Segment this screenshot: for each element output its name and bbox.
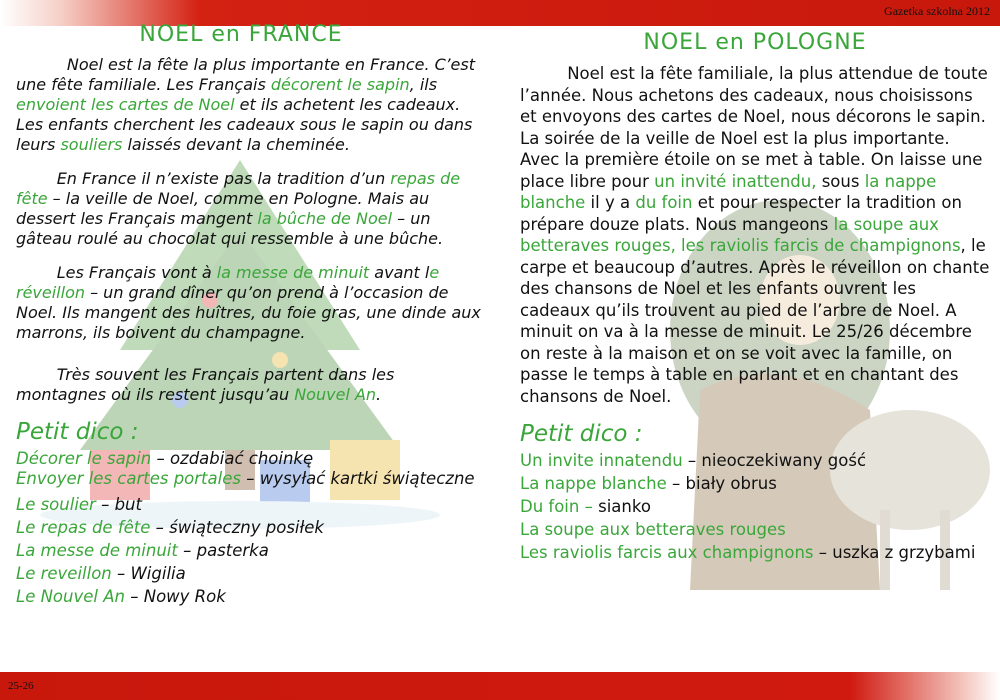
france-paragraph-4 — [16, 365, 486, 405]
france-dico-list — [16, 447, 486, 608]
text: Très souvent les Français partent dans les montagnes où ils restent jusqu’au — [16, 365, 395, 404]
text: et ils achetent les cadeaux. Les enfants cherchent les cadeaux sous le sapin ou dans leurs — [16, 95, 473, 154]
dico-entry — [16, 516, 486, 539]
dico-translation: sianko — [592, 497, 651, 516]
dico-translation: – uszka z grzybami — [813, 543, 976, 562]
dico-entry — [520, 449, 990, 472]
pologne-dico-list — [520, 449, 990, 564]
text: avant l — [369, 263, 430, 282]
dico-term: La nappe blanche — [520, 474, 667, 493]
dico-entry — [16, 470, 486, 487]
dico-entry — [16, 585, 486, 608]
dico-term: Le repas de fête — [16, 518, 151, 537]
text: – un grand dîner qu’on prend à l’occasion de Noel. Ils mangent des huîtres, du foie gras, une dinde aux marrons, ils boivent du champagne. — [16, 283, 481, 342]
france-paragraph-1 — [16, 55, 486, 155]
text: Noel est la fête familiale, la plus attendue de toute l’année. Nous achetons des cadeaux, nous choisissons et envoyons des cartes de Noel, nous décorons le sapin. La soirée de la veille de Noel est la plus importante. Avec la première étoile on se met à table. On laisse une place libre pour — [520, 64, 988, 191]
dico-term: Le reveillon — [16, 564, 112, 583]
dico-term: Les raviolis farcis aux champignons — [520, 543, 814, 562]
text: , le carpe et beaucoup d’autres. Après le réveillon on chante des chansons de Noel et les enfants ouvrent les cadeaux qu’ils trouvent au pied de l’arbre de Noel. A minuit on va à la messe de minuit. Le 25/26 décembre on reste à la maison et on se voit avec la famille, on passe le temps à table en parlant et en chantant des chansons de Noel. — [520, 236, 990, 406]
dico-entry — [16, 493, 486, 516]
dico-term: Décorer le sapin — [16, 449, 152, 468]
highlight: envoient les cartes de Noel — [16, 95, 235, 114]
dico-term: Du foin – — [520, 497, 593, 516]
text: sous — [816, 171, 865, 191]
dico-translation: – but — [95, 495, 142, 514]
bottom-banner — [0, 672, 1000, 700]
text: – la veille de Noel, comme en Pologne. Mais au dessert les Français mangent — [16, 189, 430, 228]
highlight: décorent le sapin — [270, 75, 410, 94]
page-number: 25-26 — [8, 680, 34, 692]
text: – un gâteau roulé au chocolat qui ressemble à une bûche. — [16, 209, 444, 248]
header-label: Gazetka szkolna 2012 — [884, 4, 990, 18]
dico-translation: – biały obrus — [666, 474, 777, 493]
france-paragraph-2 — [16, 169, 486, 249]
text: il y a — [585, 193, 636, 212]
dico-entry — [16, 447, 486, 470]
pologne-paragraph-1 — [520, 63, 990, 407]
highlight: la soupe aux betteraves rouges, les raviolis farcis de champignons — [520, 214, 961, 255]
text: et pour respecter la tradition on prépare douze plats. Nous mangeons — [520, 193, 962, 234]
highlight: souliers — [60, 135, 123, 154]
dico-entry — [520, 472, 990, 495]
text: . — [376, 385, 382, 404]
highlight: Nouvel An — [294, 385, 377, 404]
text: En France il n’existe pas la tradition d’un — [56, 169, 391, 188]
highlight: la messe de minuit — [216, 263, 370, 282]
dico-translation: – Wigilia — [111, 564, 186, 583]
france-title: NOEL en FRANCE — [139, 22, 343, 47]
highlight: un invité inattendu, — [654, 171, 817, 191]
dico-entry — [16, 539, 486, 562]
dico-entry — [16, 562, 486, 585]
france-paragraph-3 — [16, 263, 486, 343]
dico-term: La messe de minuit — [16, 541, 178, 560]
text: Les Français vont à — [56, 263, 217, 282]
france-column — [16, 22, 486, 608]
dico-entry — [520, 541, 990, 564]
highlight: repas de fête — [16, 169, 461, 208]
dico-translation: – świąteczny posiłek — [150, 518, 324, 537]
text: laissés devant la cheminée. — [122, 135, 350, 154]
dico-translation: – pasterka — [177, 541, 269, 560]
dico-term: Le Nouvel An — [16, 587, 125, 606]
france-dico-title: Petit dico : — [16, 419, 139, 445]
dico-translation: – ozdabiać choinkę — [151, 449, 314, 468]
dico-entry — [520, 518, 990, 541]
dico-term: Envoyer les cartes portales — [16, 469, 241, 488]
dico-translation: – nieoczekiwany gość — [682, 451, 867, 470]
highlight: la nappe blanche — [520, 171, 937, 212]
pologne-dico-title: Petit dico : — [520, 421, 643, 447]
highlight: la bûche de Noel — [257, 209, 393, 228]
dico-term: La soupe aux betteraves rouges — [520, 520, 786, 539]
dico-translation: – Nowy Rok — [124, 587, 226, 606]
text: Noel est la fête la plus importante en France. C’est une fête familiale. Les Français — [16, 55, 475, 94]
highlight: du foin — [635, 193, 693, 212]
pologne-column — [520, 30, 990, 564]
dico-entry — [520, 495, 990, 518]
pologne-title: NOEL en POLOGNE — [643, 30, 867, 55]
text: , ils — [409, 75, 438, 94]
dico-term: Un invite innatendu — [520, 451, 683, 470]
dico-term: Le soulier — [16, 495, 96, 514]
highlight: e réveillon — [16, 263, 440, 302]
dico-translation: – wysyłać kartki świąteczne — [240, 469, 475, 488]
